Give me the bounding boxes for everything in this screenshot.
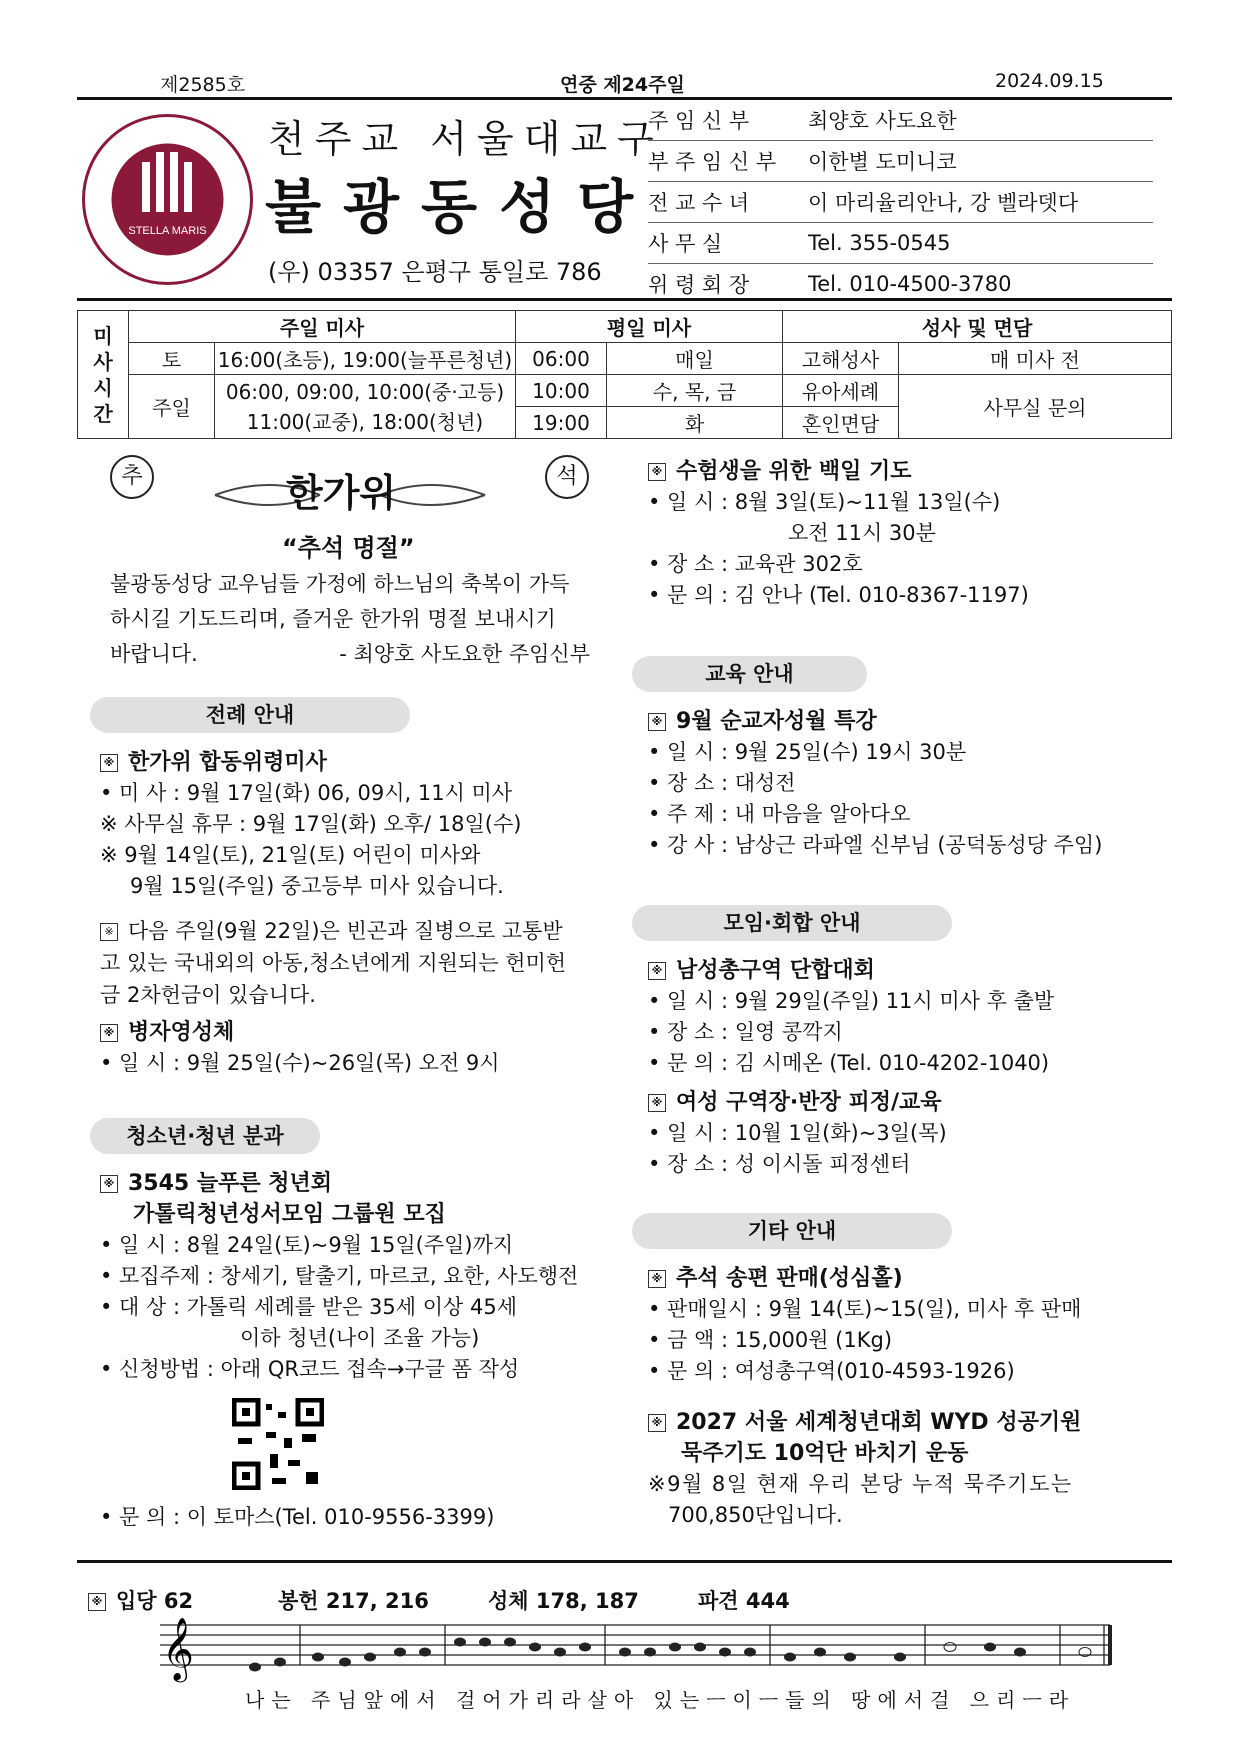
note-mark-icon: ※ <box>648 713 666 731</box>
bulletin-date: 2024.09.15 <box>995 70 1104 92</box>
issue-number: 제2585호 <box>160 74 246 96</box>
parish-logo <box>80 112 255 287</box>
note-mark-icon: ※ <box>100 754 118 772</box>
songpyeon-block: ※ 추석 송편 판매(성심홀) • 판매일시 : 9월 14(토)~15(일), 미사 후 판매 • 금 액 : 15,000원 (1Kg) • 문 의 : 여성총구역(010-4593-1926) <box>648 1266 1082 1383</box>
qr-code-icon[interactable] <box>232 1398 324 1490</box>
mass-times-label: 미사 시간 <box>78 311 129 439</box>
note-mark-icon: ※ <box>648 1094 666 1112</box>
wyd-rosary-block: ※ 2027 서울 세계청년대회 WYD 성공기원 묵주기도 10억단 바치기 운동 ※9월 8일 현재 우리 본당 누적 묵주기도는 700,850단입니다. <box>648 1410 1082 1527</box>
second-collection-block: ※ 다음 주일(9월 22일)은 빈곤과 질병으로 고통받 고 있는 국내외의 아동,청소년에게 지원되는 헌미헌 금 2차헌금이 있습니다. <box>100 919 567 1007</box>
note-mark-icon: ※ <box>648 1270 666 1288</box>
lecture-block: ※ 9월 순교자성월 특강 • 일 시 : 9월 25일(수) 19시 30분 • 장 소 : 대성전 • 주 제 : 내 마음을 알아다오 • 강 사 : 남상근 라파엘 신부님 (공덕동성당 주임) <box>648 709 1103 857</box>
mass-times-table: 미사 시간 주일 미사 평일 미사 성사 및 면담 토 16:00(초등), 19:00(늘푸른청년) 06:00 매일 고해성사 매 미사 전 주일 06:00, 09:00, 10:00(중·고등) 11:00(교중), 18:00(청년) 10:00 수, 목, 금 유아세례 사무실 문의 19:00 화 혼인면담 <box>77 310 1172 439</box>
note-mark-icon: ※ <box>100 1175 118 1193</box>
etc-section-pill: 기타 안내 <box>632 1213 952 1249</box>
staff-row: 부 주 임 신 부 이한별 도미니코 <box>648 141 1153 182</box>
communion-hymn: 성체 178, 187 <box>488 1589 639 1613</box>
offertory-hymn: 봉헌 217, 216 <box>278 1589 429 1613</box>
hangawi-title: 한가위 <box>286 471 397 515</box>
hymn-lyrics: 나는 주님앞에서 걸어가리라살아 있는ㅡ이ㅡ들의 땅에서걸 으리ㅡ라 <box>245 1688 1076 1712</box>
note-mark-icon: ※ <box>100 923 118 941</box>
entrance-hymn: ※ 입당 62 <box>88 1585 193 1615</box>
staff-row: 주 임 신 부 최양호 사도요한 <box>648 100 1153 141</box>
note-mark-icon: ※ <box>648 1414 666 1432</box>
men-gathering-block: ※ 남성총구역 단합대회 • 일 시 : 9월 29일(주일) 11시 미사 후 출발 • 장 소 : 일영 콩깍지 • 문 의 : 김 시메온 (Tel. 010-4202-1040) <box>648 958 1055 1075</box>
meeting-section-pill: 모임·회합 안내 <box>632 905 952 941</box>
chuseok-mass-block: ※ 한가위 합동위령미사 • 미 사 : 9월 17일(화) 06, 09시, 11시 미사 ※ 사무실 휴무 : 9월 17일(화) 오후/ 18일(수) ※ 9월 14일(토), 21일(토) 어린이 미사와 9월 15일(주일) 중고등부 미사 있습니다. <box>100 750 522 898</box>
dismissal-hymn: 파견 444 <box>698 1589 790 1613</box>
note-mark-icon: ※ <box>648 463 666 481</box>
youth-contact: • 문 의 : 이 토마스(Tel. 010-9556-3399) <box>100 1505 495 1529</box>
chuseok-subtitle: “추석 명절” <box>282 534 415 562</box>
note-mark-icon: ※ <box>648 962 666 980</box>
header-bottom-rule <box>77 298 1172 301</box>
diocese-name: 천주교 서울대교구 <box>268 117 664 161</box>
seok-circle: 석 <box>545 455 589 499</box>
liturgy-section-pill: 전례 안내 <box>90 697 410 733</box>
youth-section-pill: 청소년·청년 분과 <box>90 1118 320 1154</box>
sick-communion-block: ※ 병자영성체 • 일 시 : 9월 25일(수)~26일(목) 오전 9시 <box>100 1020 500 1075</box>
staff-row: 전 교 수 녀 이 마리율리안나, 강 벨라뎃다 <box>648 182 1153 223</box>
exam-prayer-block: ※ 수험생을 위한 백일 기도 • 일 시 : 8월 3일(토)~11월 13일(수) 오전 11시 30분 • 장 소 : 교육관 302호 • 문 의 : 김 안나 (Tel. 010-8367-1197) <box>648 459 1029 607</box>
chu-circle: 추 <box>110 455 154 499</box>
parish-name: 불광동성당 <box>265 173 656 241</box>
greeting-body: 불광동성당 교우님들 가정에 하느님의 축복이 가득 하시길 기도드리며, 즐거운 한가위 명절 보내시기 바랍니다. - 최양호 사도요한 주임신부 <box>110 572 590 666</box>
note-mark-icon: ※ <box>88 1593 106 1611</box>
music-staff <box>160 1615 1120 1685</box>
women-retreat-block: ※ 여성 구역장·반장 피정/교육 • 일 시 : 10월 1일(화)~3일(목) • 장 소 : 성 이시돌 피정센터 <box>648 1090 947 1176</box>
svg-text:𝄞: 𝄞 <box>162 1617 194 1680</box>
note-mark-icon: ※ <box>100 1024 118 1042</box>
staff-row: 위 령 회 장 Tel. 010-4500-3780 <box>648 272 1012 297</box>
education-section-pill: 교육 안내 <box>632 656 867 692</box>
staff-list <box>648 100 1153 304</box>
liturgical-sunday: 연중 제24주일 <box>560 74 685 96</box>
footer-rule <box>77 1560 1172 1563</box>
youth-recruit-block: ※ 3545 늘푸른 청년회 가톨릭청년성서모임 그룹원 모집 • 일 시 : 8월 24일(토)~9월 15일(주일)까지 • 모집주제 : 창세기, 탈출기, 마르코, 요한, 사도행전 • 대 상 : 가톨릭 세례를 받은 35세 이상 45세 이하 청년(나이 조율 가능) • 신청방법 : 아래 QR코드 접속→구글 폼 작성 <box>100 1171 579 1381</box>
parish-address: (우) 03357 은평구 통일로 786 <box>268 258 602 286</box>
logo-text: STELLA MARIS <box>128 225 207 237</box>
staff-row: 사 무 실 Tel. 355-0545 <box>648 223 1153 264</box>
